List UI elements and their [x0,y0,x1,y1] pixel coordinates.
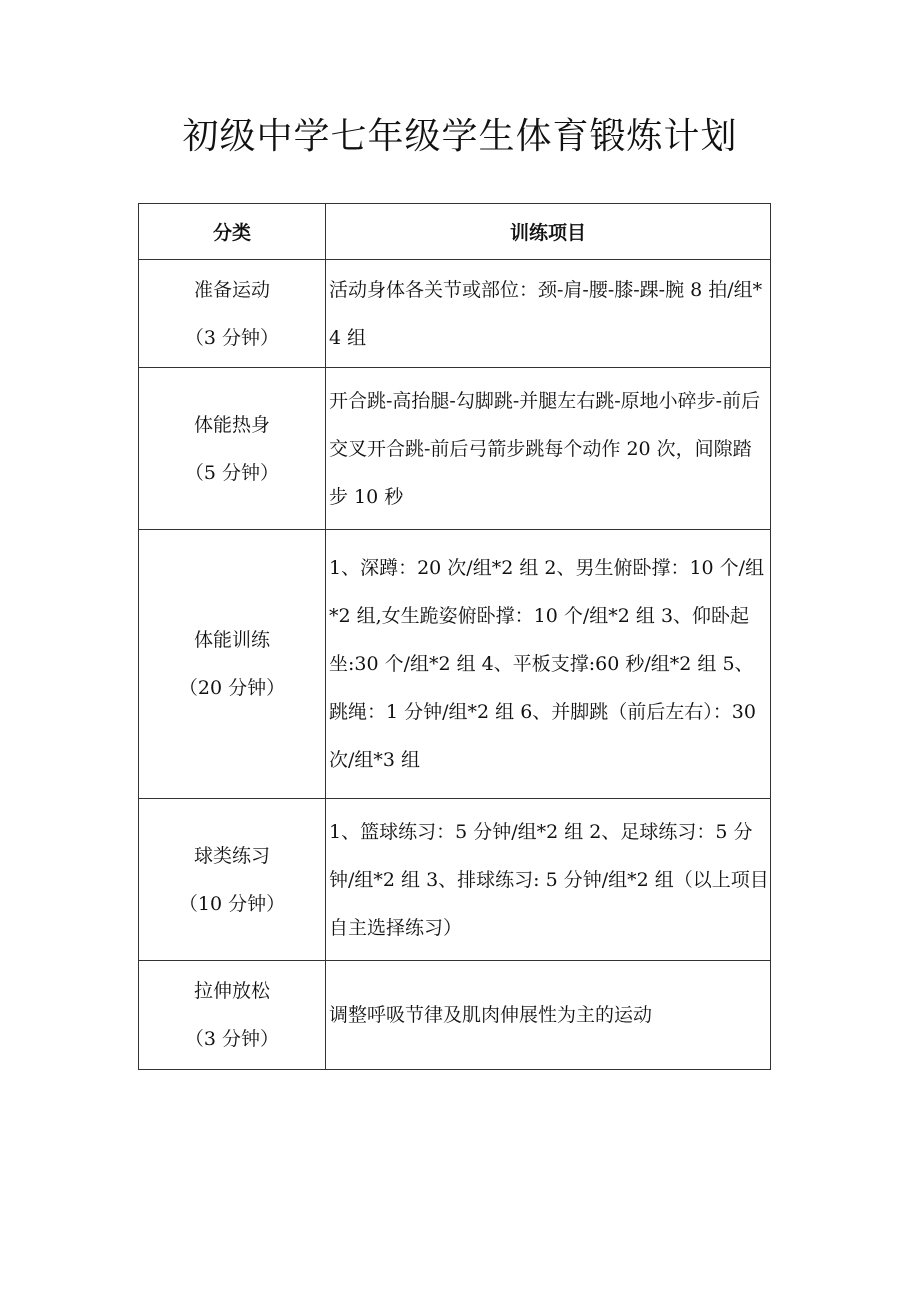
category-name: 体能训练 [193,629,270,651]
training-items-cell: 1、篮球练习：5 分钟/组*2 组 2、足球练习：5 分钟/组*2 组 3、排球练习: 5 分钟/组*2 组（以上项目自主选择练习） [326,799,771,961]
category-duration: （3 分钟） [184,326,280,349]
category-duration: （20 分钟） [178,677,286,699]
category-duration: （3 分钟） [184,1028,280,1050]
category-cell [139,368,326,530]
header-training-items: 训练项目 [326,204,771,260]
table-row [139,961,771,1070]
training-items-cell: 1、深蹲：20 次/组*2 组 2、男生俯卧撑：10 个/组*2 组,女生跪姿俯卧撑：10 个/组*2 组 3、仰卧起坐:30 个/组*2 组 4、平板支撑:60 秒/组*2 组 5、跳绳：1 分钟/组*2 组 6、并脚跳（前后左右）：30 次/组*3 组 [326,530,771,799]
category-name: 准备运动 [193,278,270,301]
table-row [139,799,771,961]
header-category: 分类 [139,204,326,260]
category-name: 体能热身 [193,413,270,436]
category-cell [139,961,326,1070]
table-row [139,260,771,368]
training-items-cell: 调整呼吸节律及肌肉伸展性为主的运动 [326,961,771,1070]
category-cell [139,530,326,799]
category-name: 拉伸放松 [193,980,270,1002]
category-duration: （10 分钟） [178,892,286,915]
category-cell [139,260,326,368]
table-row [139,530,771,799]
category-cell [139,799,326,961]
training-items-cell: 开合跳-高抬腿-勾脚跳-并腿左右跳-原地小碎步-前后交叉开合跳-前后弓箭步跳每个动作 20 次，间隙踏步 10 秒 [326,368,771,530]
category-name: 球类练习 [193,844,270,867]
table-header-row [139,204,771,260]
training-items-cell: 活动身体各关节或部位：颈-肩-腰-膝-踝-腕 8 拍/组*4 组 [326,260,771,368]
table-row [139,368,771,530]
training-plan-table [138,203,771,1070]
document-title: 初级中学七年级学生体育锻炼计划 [182,116,738,157]
category-duration: （5 分钟） [184,461,280,484]
